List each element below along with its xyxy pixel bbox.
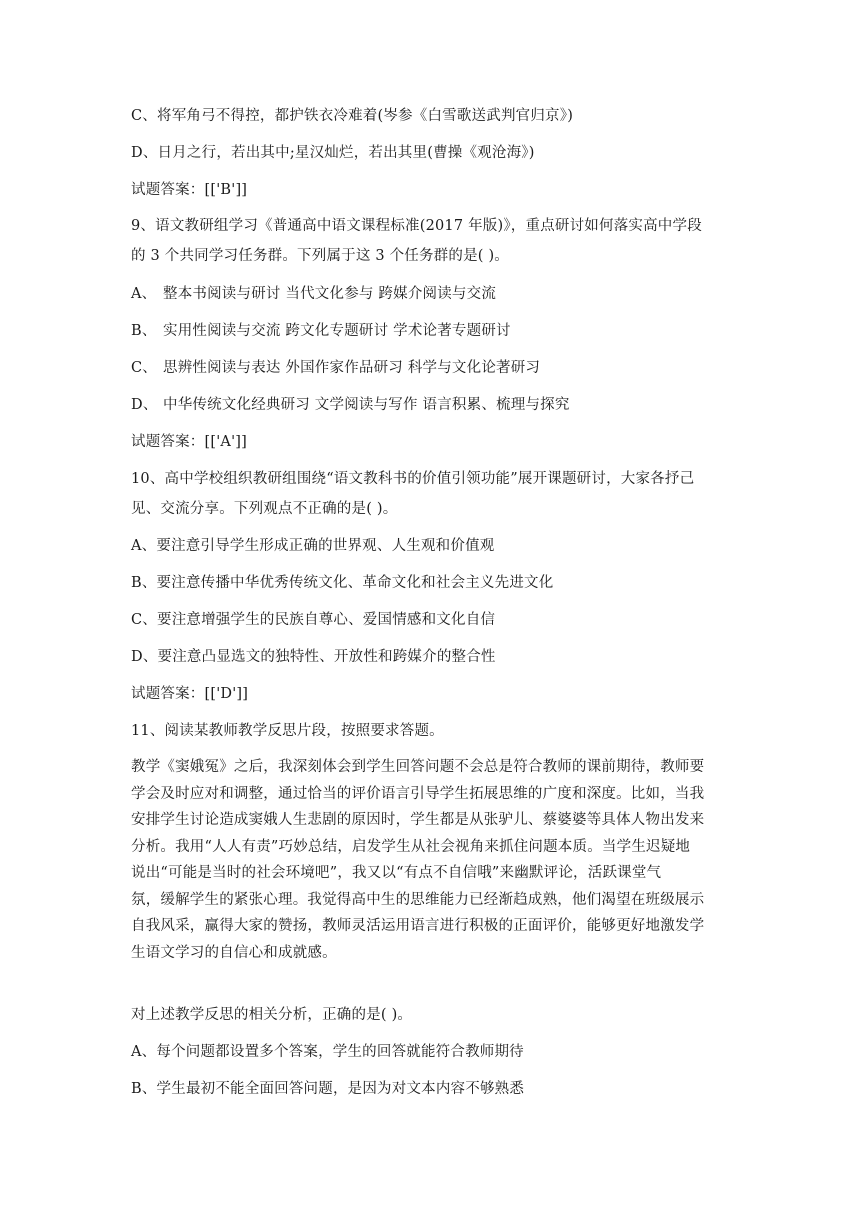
passage-line: 自我风采，赢得大家的赞扬，教师灵活运用语言进行积极的正面评价，能够更好地激发学 [131, 918, 705, 934]
q10-answer: 试题答案：[['D']] [131, 686, 249, 702]
q9-answer: 试题答案：[['A']] [131, 434, 247, 450]
q9-option-c [131, 358, 731, 378]
option-label: A、 [131, 286, 157, 302]
q11-option-b: B、学生最初不能全面回答问题，是因为对文本内容不够熟悉 [131, 1081, 525, 1097]
passage-line: 生语文学习的自信心和成就感。 [131, 944, 337, 961]
q9-stem-line-1: 9、语文教研组学习《普通高中语文课程标准(2017 年版)》，重点研讨如何落实高中学段 [131, 218, 702, 234]
q8-option-c: C、将军角弓不得控，都护铁衣冷难着(岑参《白雪歌送武判官归京》) [131, 108, 574, 124]
q9-stem-line-2: 的 3 个共同学习任务群。下列属于这 3 个任务群的是( )。 [131, 248, 510, 264]
q9-option-d [131, 395, 731, 415]
option-label: D、 [131, 397, 158, 413]
q8-option-d: D、日月之行，若出其中;星汉灿烂，若出其里(曹操《观沧海》) [131, 145, 535, 161]
passage-line: 安排学生讨论造成窦娥人生悲剧的原因时，学生都是从张驴儿、蔡婆婆等具体人物出发来 [131, 812, 705, 828]
q10-option-b: B、要注意传播中华优秀传统文化、革命文化和社会主义先进文化 [131, 575, 554, 591]
q11-option-a: A、每个问题都设置多个答案，学生的回答就能符合教师期待 [131, 1044, 524, 1060]
q9-option-a [131, 284, 731, 304]
option-text: 中华传统文化经典研习 文学阅读与写作 语言积累、梳理与探究 [163, 397, 570, 413]
option-text: 实用性阅读与交流 跨文化专题研讨 学术论著专题研讨 [163, 323, 511, 339]
q10-stem-line-1: 10、高中学校组织教研组围绕“语文教科书的价值引领功能”展开课题研讨，大家各抒己 [131, 471, 695, 487]
q10-option-a: A、要注意引导学生形成正确的世界观、人生观和价值观 [131, 538, 495, 554]
passage-line: 氛，缓解学生的紧张心理。我觉得高中生的思维能力已经渐趋成熟，他们渴望在班级展示 [131, 891, 705, 908]
q10-option-d: D、要注意凸显选文的独特性、开放性和跨媒介的整合性 [131, 649, 496, 665]
q10-option-c: C、要注意增强学生的民族自尊心、爱国情感和文化自信 [131, 612, 496, 628]
q8-answer: 试题答案：[['B']] [131, 182, 248, 198]
passage-line: 教学《窦娥冤》之后，我深刻体会到学生回答问题不会总是符合教师的课前期待，教师要 [131, 759, 705, 775]
option-label: C、 [131, 360, 157, 376]
passage-line: 分析。我用“人人有责”巧妙总结，启发学生从社会视角来抓住问题本质。当学生迟疑地 [131, 838, 691, 855]
option-text: 思辨性阅读与表达 外国作家作品研习 科学与文化论著研习 [163, 360, 541, 376]
q10-stem-line-2: 见、交流分享。下列观点不正确的是( )。 [131, 501, 398, 517]
q11-stem: 11、阅读某教师教学反思片段，按照要求答题。 [131, 723, 444, 739]
passage-line: 学会及时应对和调整，通过恰当的评价语言引导学生拓展思维的广度和深度。比如，当我 [131, 785, 705, 802]
q11-question: 对上述教学反思的相关分析，正确的是( )。 [131, 1007, 413, 1023]
passage-line: 说出“可能是当时的社会环境吧”，我又以“有点不自信哦”来幽默评论，活跃课堂气 [131, 865, 662, 881]
q11-passage [131, 754, 734, 966]
option-text: 整本书阅读与研讨 当代文化参与 跨媒介阅读与交流 [163, 286, 497, 302]
option-label: B、 [131, 323, 157, 339]
q9-option-b [131, 321, 731, 341]
